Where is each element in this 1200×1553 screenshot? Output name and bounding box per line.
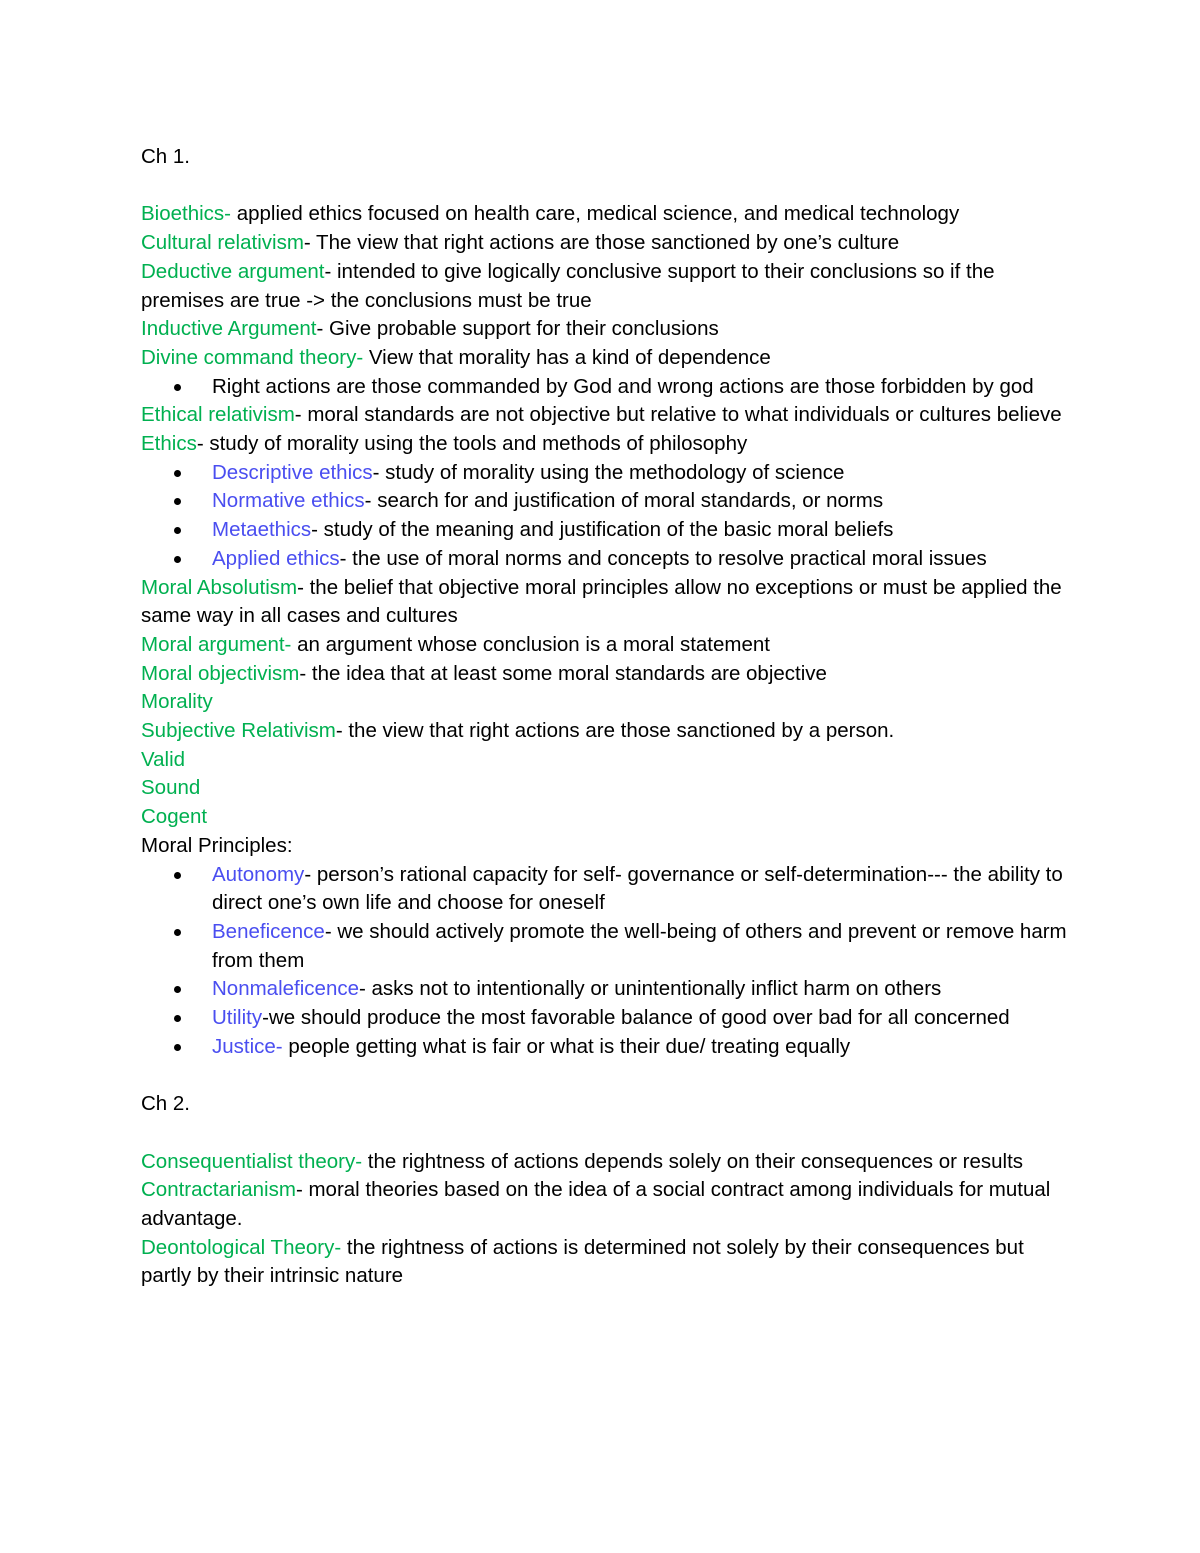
glossary-entry bbox=[141, 746, 1071, 775]
term-cultural-relativism: Cultural relativism bbox=[141, 231, 304, 255]
glossary-entry bbox=[141, 631, 1071, 660]
term-bioethics: Bioethics- bbox=[141, 202, 232, 226]
chapter-2-heading: Ch 2. bbox=[141, 1092, 190, 1116]
term-consequentialist-theory: Consequentialist theory- bbox=[141, 1149, 363, 1173]
term-valid: Valid bbox=[141, 747, 186, 771]
definition: - study of morality using the methodology of science bbox=[372, 460, 845, 484]
bullet-list bbox=[141, 459, 1071, 574]
glossary-entry bbox=[141, 1176, 1071, 1233]
glossary-entry bbox=[141, 774, 1071, 803]
definition: - search for and justification of moral standards, or norms bbox=[364, 489, 884, 513]
bullet-item bbox=[141, 861, 1071, 918]
subterm-nonmaleficence: Nonmaleficence bbox=[212, 977, 359, 1001]
bullet-icon bbox=[174, 1044, 181, 1051]
term-contractarianism: Contractarianism bbox=[141, 1178, 296, 1202]
bullet-icon bbox=[174, 872, 181, 879]
term-ethical-relativism: Ethical relativism bbox=[141, 403, 295, 427]
glossary-entry bbox=[141, 344, 1071, 373]
bullet-list bbox=[141, 861, 1071, 1062]
document-body bbox=[141, 143, 1071, 1291]
chapter-1-glossary bbox=[141, 200, 1071, 1061]
bullet-icon bbox=[174, 1015, 181, 1022]
term-deductive-argument: Deductive argument bbox=[141, 259, 325, 283]
subterm-justice: Justice- bbox=[212, 1034, 283, 1058]
term-ethics: Ethics bbox=[141, 432, 197, 456]
definition: - we should actively promote the well-being of others and prevent or remove harm from them bbox=[212, 919, 1067, 972]
term-deontological-theory: Deontological Theory- bbox=[141, 1235, 342, 1259]
term-moral-objectivism: Moral objectivism bbox=[141, 661, 300, 685]
definition: - the view that right actions are those sanctioned by a person. bbox=[335, 719, 895, 743]
glossary-entry bbox=[141, 200, 1071, 229]
glossary-entry bbox=[141, 688, 1071, 717]
bullet-item bbox=[141, 516, 1071, 545]
term-moral-argument: Moral argument- bbox=[141, 632, 292, 656]
definition: - person’s rational capacity for self- governance or self-determination--- the ability to direct one’s own life and choose for oneself bbox=[212, 862, 1063, 915]
glossary-entry bbox=[141, 660, 1071, 689]
bullet-item bbox=[141, 459, 1071, 488]
term-subjective-relativism: Subjective Relativism bbox=[141, 719, 336, 743]
definition: - The view that right actions are those sanctioned by one’s culture bbox=[303, 231, 900, 255]
definition: - the use of moral norms and concepts to resolve practical moral issues bbox=[339, 546, 987, 570]
term-cogent: Cogent bbox=[141, 805, 208, 829]
definition: - study of morality using the tools and methods of philosophy bbox=[196, 432, 748, 456]
term-divine-command-theory: Divine command theory- bbox=[141, 345, 364, 369]
bullet-item bbox=[141, 545, 1071, 574]
bullet-item bbox=[141, 1004, 1071, 1033]
glossary-entry bbox=[141, 803, 1071, 832]
bullet-text: Right actions are those commanded by God and wrong actions are those forbidden by god bbox=[212, 374, 1034, 398]
subterm-descriptive-ethics: Descriptive ethics bbox=[212, 460, 373, 484]
definition: the rightness of actions is determined not solely by their consequences but partly by their intrinsic nature bbox=[141, 1235, 1024, 1288]
definition: -we should produce the most favorable balance of good over bad for all concerned bbox=[262, 1006, 1010, 1030]
glossary-entry bbox=[141, 1234, 1071, 1291]
definition: View that morality has a kind of dependence bbox=[363, 345, 771, 369]
glossary-entry bbox=[141, 401, 1071, 430]
term-sound: Sound bbox=[141, 776, 201, 800]
definition: applied ethics focused on health care, medical science, and medical technology bbox=[231, 202, 960, 226]
definition: - study of the meaning and justification of the basic moral beliefs bbox=[311, 518, 894, 542]
chapter-1-heading: Ch 1. bbox=[141, 145, 190, 168]
glossary-entry bbox=[141, 717, 1071, 746]
bullet-item bbox=[141, 1033, 1071, 1062]
bullet-icon bbox=[174, 986, 181, 993]
bullet-icon bbox=[174, 929, 181, 936]
term-inductive-argument: Inductive Argument bbox=[141, 317, 317, 341]
subterm-beneficence: Beneficence bbox=[212, 919, 325, 943]
chapter-2-glossary bbox=[141, 1148, 1071, 1292]
term-moral-absolutism: Moral Absolutism bbox=[141, 575, 298, 599]
definition: - moral theories based on the idea of a social contract among individuals for mutual advantage. bbox=[141, 1178, 1051, 1230]
bullet-icon bbox=[174, 470, 181, 477]
bullet-icon bbox=[174, 384, 181, 391]
bullet-item bbox=[141, 487, 1071, 516]
definition: - Give probable support for their conclusions bbox=[316, 317, 719, 341]
glossary-entry bbox=[141, 1148, 1071, 1177]
subterm-normative-ethics: Normative ethics bbox=[212, 489, 365, 513]
bullet-icon bbox=[174, 527, 181, 534]
glossary-entry bbox=[141, 574, 1071, 631]
bullet-icon bbox=[174, 498, 181, 505]
bullet-item bbox=[141, 918, 1071, 975]
definition: the rightness of actions depends solely on their consequences or results bbox=[362, 1149, 1024, 1173]
definition: - moral standards are not objective but relative to what individuals or cultures believe bbox=[294, 403, 1062, 427]
term-morality: Morality bbox=[141, 690, 213, 714]
bullet-icon bbox=[174, 556, 181, 563]
subterm-autonomy: Autonomy bbox=[212, 862, 305, 886]
definition: an argument whose conclusion is a moral statement bbox=[291, 632, 770, 656]
glossary-entry bbox=[141, 315, 1071, 344]
subterm-metaethics: Metaethics bbox=[212, 518, 312, 542]
definition: - the belief that objective moral principles allow no exceptions or must be applied the same way in all cases and cultures bbox=[141, 575, 1062, 628]
section-label: Moral Principles: bbox=[141, 833, 293, 857]
glossary-entry bbox=[141, 258, 1071, 315]
glossary-entry bbox=[141, 430, 1071, 459]
bullet-list bbox=[141, 373, 1071, 402]
bullet-item bbox=[141, 373, 1071, 402]
subterm-applied-ethics: Applied ethics bbox=[212, 546, 340, 570]
definition: - asks not to intentionally or unintentionally inflict harm on others bbox=[359, 977, 942, 1001]
definition: - intended to give logically conclusive support to their conclusions so if the premises are true -> the conclusions must be true bbox=[141, 259, 995, 312]
subterm-utility: Utility bbox=[212, 1006, 263, 1030]
bullet-item bbox=[141, 975, 1071, 1004]
definition: people getting what is fair or what is their due/ treating equally bbox=[282, 1034, 851, 1058]
glossary-entry bbox=[141, 229, 1071, 258]
definition: - the idea that at least some moral standards are objective bbox=[299, 661, 827, 685]
